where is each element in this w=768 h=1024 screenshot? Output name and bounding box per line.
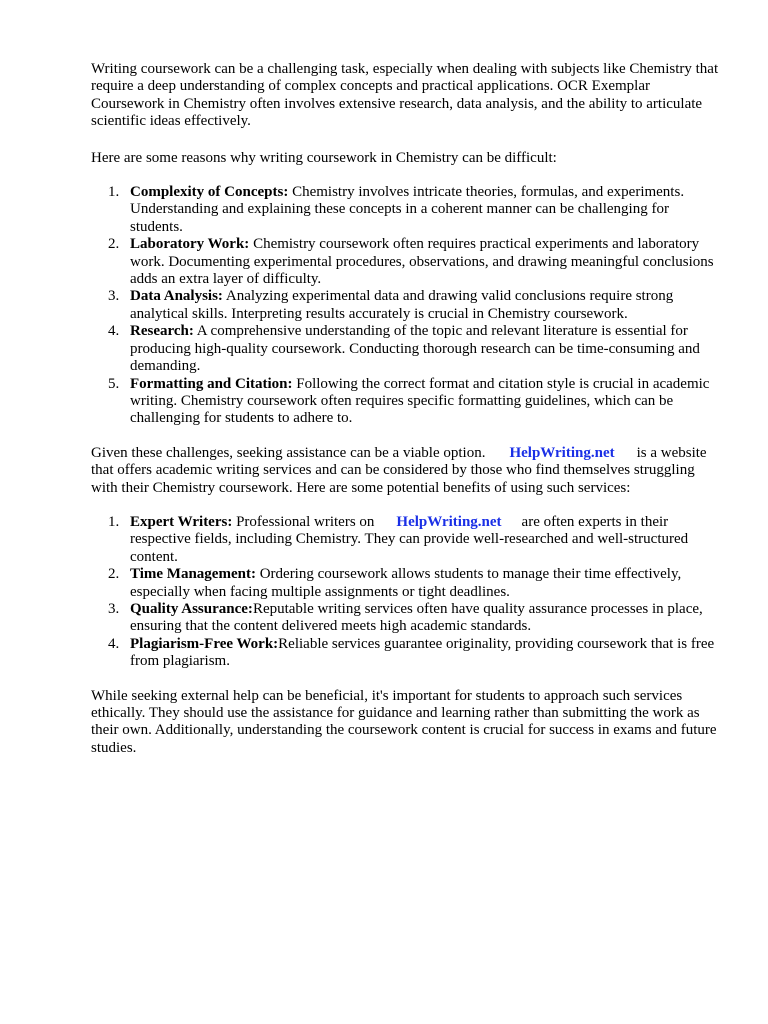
list-item-title: Time Management:: [130, 566, 256, 583]
reasons-list: [91, 184, 720, 428]
given-text-before: Given these challenges, seeking assistance can be a viable option.: [91, 444, 486, 461]
list-item-text: Reputable writing services often have quality assurance processes in place, ensuring that the content delivered meets high academic standards.: [130, 600, 703, 635]
list-item-text: Ordering coursework allows students to manage their time effectively, especially when facing multiple assignments or tight deadlines.: [130, 566, 682, 600]
list-item-text: Following the correct format and citation style is crucial in academic writing. Chemistry coursework often requires specific formatting guidelines, which can be challenging for students to adhere to.: [130, 375, 710, 427]
list-item-text: Analyzing experimental data and drawing valid conclusions require strong analytical skills. Interpreting results accurately is crucial in Chemistry coursework.: [130, 288, 674, 322]
list-item-title: Expert Writers:: [130, 513, 233, 530]
list-item-text: Professional writers on: [232, 513, 375, 530]
list-item-number: 2.: [108, 236, 120, 253]
list-item-number: 5.: [108, 375, 120, 392]
helpwriting-link[interactable]: HelpWriting.net: [509, 444, 615, 461]
list-item-text: are often experts in their respective fields, including Chemistry. They can provide well-researched and well-structured content.: [130, 513, 689, 565]
list-item-title: Plagiarism-Free Work:: [130, 635, 279, 652]
list-item: [91, 288, 720, 323]
list-item: [91, 376, 720, 428]
intro-paragraph: Writing coursework can be a challenging task, especially when dealing with subjects like Chemistry that require a deep understanding of complex concepts and practical applications. OCR Exemplar Coursework in Chemistry often involves extensive research, data analysis, and the ability to articulate scientific ideas effectively.: [91, 61, 719, 130]
list-item-title: Laboratory Work:: [130, 236, 250, 253]
list-item-number: 2.: [108, 566, 120, 583]
list-item: [91, 236, 720, 288]
list-item-title: Quality Assurance:: [130, 600, 253, 617]
list-item-text: Chemistry coursework often requires practical experiments and laboratory work. Documenting experimental procedures, observations, and drawing meaningful conclusions adds an extra layer of difficulty.: [130, 236, 714, 288]
list-item: [91, 566, 720, 601]
list-item: [91, 636, 720, 671]
list-item: [91, 184, 720, 236]
helpwriting-link[interactable]: HelpWriting.net: [396, 513, 502, 530]
list-item-title: Data Analysis:: [130, 288, 223, 305]
list-item-number: 3.: [108, 600, 120, 617]
closing-paragraph: While seeking external help can be beneficial, it's important for students to approach such services ethically. They should use the assistance for guidance and learning rather than submitting the work as their own. Additionally, understanding the coursework content is crucial for success in exams and future studies.: [91, 687, 717, 756]
list-item-title: Complexity of Concepts:: [130, 184, 289, 201]
list-item-number: 1.: [108, 513, 120, 530]
given-text-after: is a website that offers academic writing services and can be considered by those who find themselves struggling with their Chemistry coursework. Here are some potential benefits of using such services:: [91, 444, 707, 496]
given-paragraph: [91, 445, 720, 497]
list-item-number: 4.: [108, 323, 120, 340]
list-item-text: Chemistry involves intricate theories, formulas, and experiments. Understanding and explaining these concepts in a coherent manner can be challenging for students.: [130, 184, 685, 235]
list-item-text: A comprehensive understanding of the topic and relevant literature is essential for producing high-quality coursework. Conducting thorough research can be time-consuming and demanding.: [130, 323, 700, 375]
list-item-title: Formatting and Citation:: [130, 375, 293, 392]
list-item-text: Reliable services guarantee originality, providing coursework that is free from plagiarism.: [130, 635, 715, 670]
list-item: [91, 323, 720, 375]
list-item-number: 1.: [108, 184, 120, 201]
list-item: [91, 601, 720, 636]
list-item-number: 3.: [108, 288, 120, 305]
list-item-number: 4.: [108, 635, 120, 652]
list-item-title: Research:: [130, 323, 194, 340]
reasons-lead-paragraph: Here are some reasons why writing coursework in Chemistry can be difficult:: [91, 149, 557, 166]
benefits-list: [91, 514, 720, 671]
list-item: [91, 514, 720, 566]
